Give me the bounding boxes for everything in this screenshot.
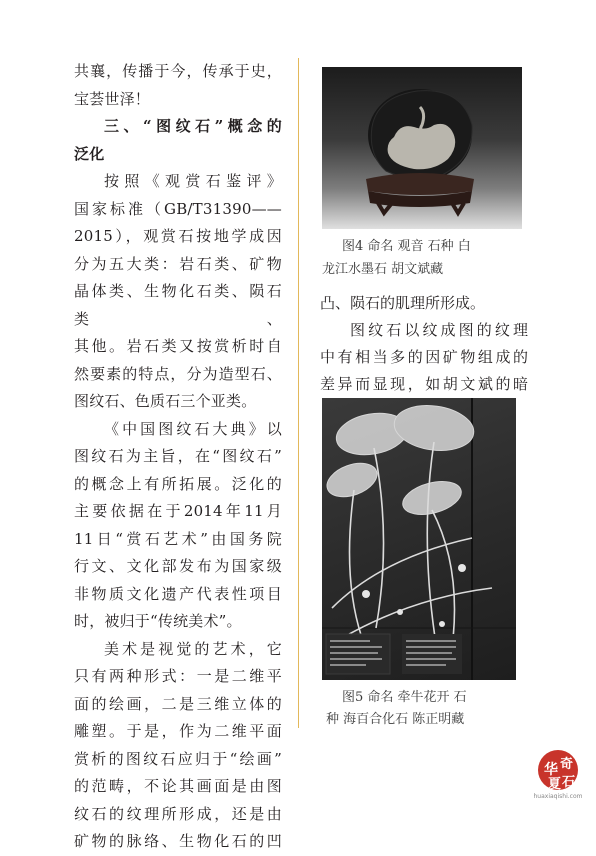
text-line: 共襄，传播于今，传承于史，: [74, 62, 282, 80]
text-line: 主要依据在于2014年11月: [74, 502, 282, 520]
text-line: 国家标准（GB/T31390——: [74, 199, 282, 218]
text-line: 11日“赏石艺术”由国务院: [74, 529, 282, 548]
text-line: 《中国图纹石大典》以: [104, 419, 282, 438]
left-text-column: [74, 58, 282, 856]
logo-seal-icon: [530, 748, 586, 800]
text-line: 分为五大类：岩石类、矿物: [74, 254, 282, 273]
text-line: 然要素的特点，分为造型石、: [74, 364, 282, 383]
svg-text:夏: 夏: [548, 777, 562, 792]
text-line: 其他。岩石类又按赏析时自: [74, 337, 282, 355]
svg-text:奇: 奇: [560, 757, 574, 772]
section-heading-cont: 泛化: [74, 144, 105, 163]
figure-4-photo: [322, 67, 522, 229]
text-line: 凸、陨石的肌理所形成。: [320, 294, 486, 312]
figure-5-photo: [322, 398, 516, 680]
text-line: 图纹石、色质石三个亚类。: [74, 392, 257, 410]
text-line: 2015），观赏石按地学成因: [74, 227, 282, 245]
text-line: 美术是视觉的艺术，它: [104, 639, 282, 658]
text-line: 赏析的图纹石应归于“绘画”: [74, 749, 282, 768]
text-line: 图纹石为主旨，在“图纹石”: [74, 447, 282, 465]
text-line: 晶体类、生物化石类、陨石类、: [74, 282, 282, 328]
column-divider: [298, 58, 299, 728]
stone-illustration: [322, 67, 522, 229]
text-line: 时，被归于“传统美术”。: [74, 612, 242, 630]
text-line: 按照《观赏石鉴评》: [104, 172, 282, 190]
text-line: 只有两种形式：一是二维平: [74, 667, 282, 685]
text-line: 行文、文化部发布为国家级: [74, 557, 282, 575]
svg-text:石: 石: [562, 775, 576, 790]
svg-text:huaxiaqishi.com: huaxiaqishi.com: [533, 793, 583, 800]
fossil-illustration: [322, 398, 516, 680]
figure-4-caption-line1: 图4 命名 观音 石种 白: [342, 239, 471, 254]
text-line: 差异而显现，如胡文斌的暗: [320, 375, 528, 393]
text-line: 矿物的脉络、生物化石的凹: [74, 832, 282, 850]
text-line: 面的绘画，二是三维立体的: [74, 694, 282, 713]
text-line: 宝荟世泽！: [74, 89, 151, 108]
svg-text:华: 华: [544, 762, 558, 778]
figure-4-caption-line2: 龙江水墨石 胡文斌藏: [322, 262, 444, 277]
text-line: 雕塑。于是，作为二维平面: [74, 722, 282, 740]
figure-5-caption-line2: 种 海百合化石 陈正明藏: [326, 712, 465, 727]
text-line: 的范畴，不论其画面是由图: [74, 777, 282, 795]
figure-5-caption-line1: 图5 命名 牵牛花开 石: [342, 690, 467, 705]
text-line: 图纹石以纹成图的纹理: [350, 321, 528, 339]
site-logo: [530, 748, 586, 800]
text-line: 的概念上有所拓展。泛化的: [74, 474, 282, 493]
text-line: 纹石的纹理所形成，还是由: [74, 804, 282, 823]
section-heading: 三、“图纹石”概念的: [104, 117, 282, 135]
text-line: 中有相当多的因矿物组成的: [320, 348, 528, 366]
text-line: 非物质文化遗产代表性项目: [74, 584, 282, 603]
